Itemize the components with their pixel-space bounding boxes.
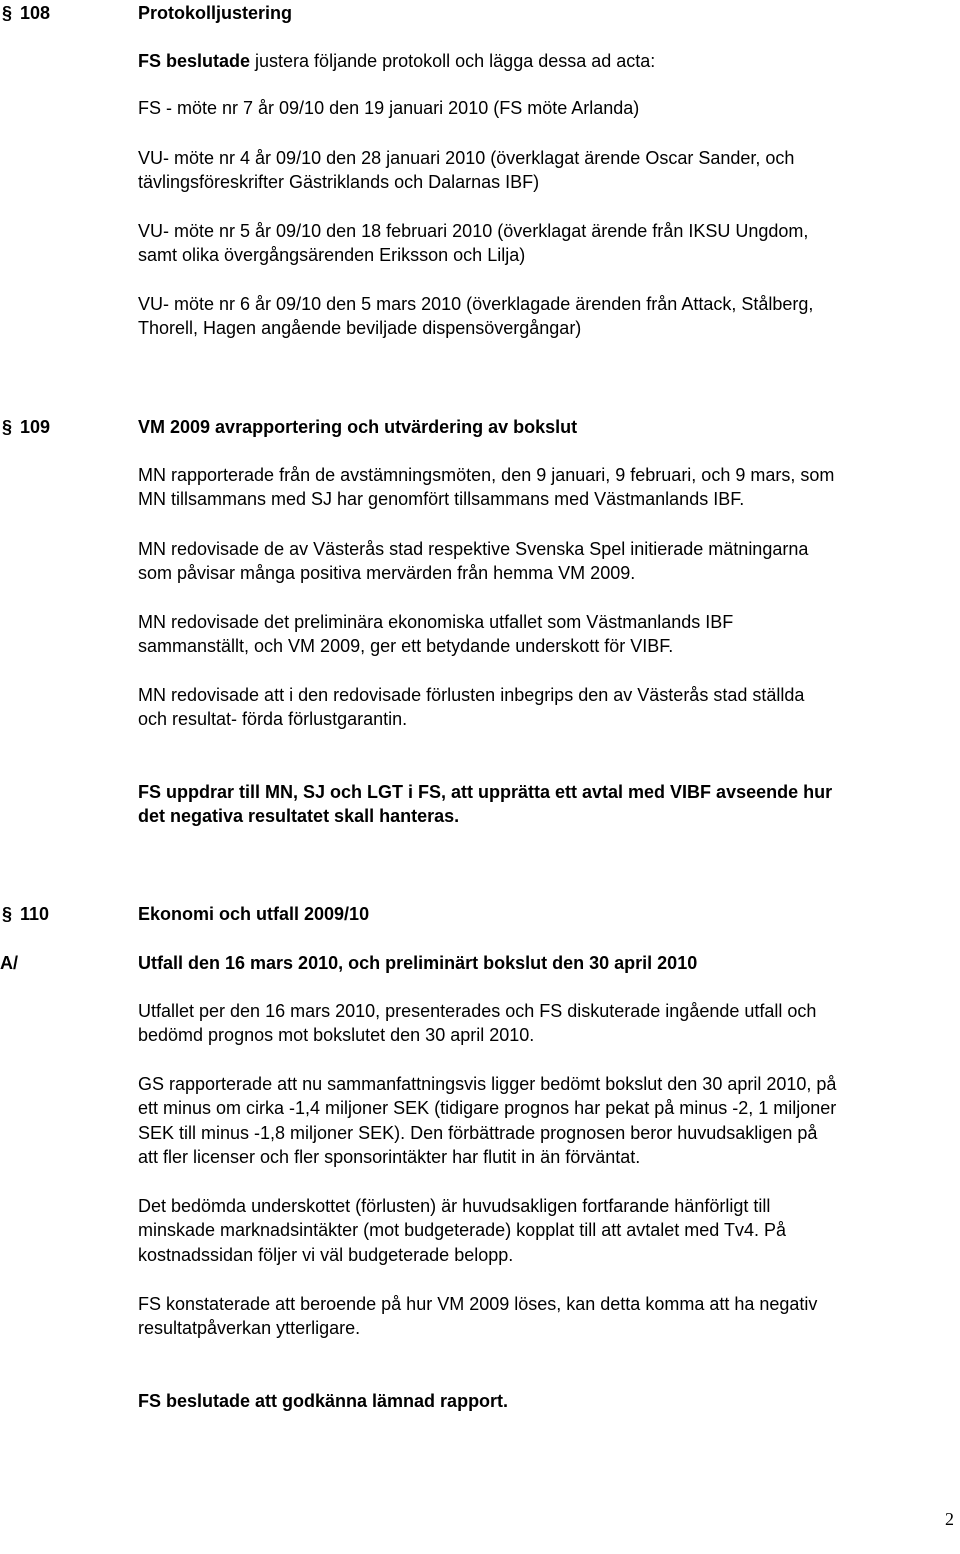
text-line: och resultat- förda förlustgarantin. xyxy=(138,709,408,730)
text-line: kostnadssidan följer vi väl budgeterade belopp. xyxy=(138,1244,514,1265)
intro-text: justera följande protokoll och lägga dessa ad acta: xyxy=(250,51,656,71)
text-line: GS rapporterade att nu sammanfattningsvis ligger bedömt bokslut den 30 april 2010, på xyxy=(138,1074,837,1094)
text-line: att fler licenser och fler sponsorintäkter har flutit in än förväntat. xyxy=(138,1147,641,1168)
section-number: 109 xyxy=(20,417,51,437)
section-109-decision xyxy=(138,780,960,829)
section-110-paragraph-1 xyxy=(138,999,960,1048)
decision-line: FS uppdrar till MN, SJ och LGT i FS, att upprätta ett avtal med VIBF avseende hur xyxy=(138,782,833,802)
text-line: tävlingsföreskrifter Gästriklands och Dalarnas IBF) xyxy=(138,172,540,193)
decision-line: FS beslutade att godkänna lämnad rapport. xyxy=(138,1391,509,1411)
text-line: FS konstaterade att beroende på hur VM 2009 löses, kan detta komma att ha negativ xyxy=(138,1294,818,1314)
text-line: MN rapporterade från de avstämningsmöten, den 9 januari, 9 februari, och 9 mars, som xyxy=(138,465,835,485)
subsection-title: Utfall den 16 mars 2010, och preliminärt bokslut den 30 april 2010 xyxy=(138,953,698,973)
text-line: ett minus om cirka -1,4 miljoner SEK (tidigare prognos har pekat på minus -2, 1 miljoner xyxy=(138,1098,837,1119)
text-line: VU- möte nr 5 år 09/10 den 18 februari 2010 (överklagat ärende från IKSU Ungdom, xyxy=(138,221,809,241)
section-mark: § xyxy=(2,417,13,437)
section-110-decision xyxy=(138,1389,960,1413)
section-108-intro xyxy=(138,49,960,73)
text-line: som påvisar många positiva mervärden från hemma VM 2009. xyxy=(138,563,636,584)
text-line: MN redovisade det preliminära ekonomiska utfallet som Västmanlands IBF xyxy=(138,612,734,632)
text-line: VU- möte nr 6 år 09/10 den 5 mars 2010 (överklagade ärenden från Attack, Stålberg, xyxy=(138,294,814,314)
decision-line: det negativa resultatet skall hanteras. xyxy=(138,806,460,827)
intro-bold: FS beslutade xyxy=(138,51,251,71)
text-line: bedömd prognos mot bokslutet den 30 april 2010. xyxy=(138,1025,535,1046)
text-line: samt olika övergångsärenden Eriksson och Lilja) xyxy=(138,245,526,266)
section-109-paragraph-3 xyxy=(138,610,960,659)
text-line: minskade marknadsintäkter (mot budgeterade) kopplat till att avtalet med Tv4. På xyxy=(138,1220,786,1241)
subsection-label: A/ xyxy=(0,953,18,973)
text-line: MN redovisade att i den redovisade förlusten inbegrips den av Västerås stad ställda xyxy=(138,685,805,705)
text-line: Utfallet per den 16 mars 2010, presenterades och FS diskuterade ingående utfall och xyxy=(138,1001,817,1021)
section-title: Ekonomi och utfall 2009/10 xyxy=(138,904,370,924)
section-number: 110 xyxy=(20,904,50,924)
text-line: VU- möte nr 4 år 09/10 den 28 januari 2010 (överklagat ärende Oscar Sander, och xyxy=(138,148,795,168)
protocol-item-3 xyxy=(138,219,960,268)
text-line: Thorell, Hagen angående beviljade dispensövergångar) xyxy=(138,318,582,339)
section-110-paragraph-2 xyxy=(138,1072,960,1170)
section-110-paragraph-3 xyxy=(138,1194,960,1267)
text-line: Det bedömda underskottet (förlusten) är huvudsakligen fortfarande hänförligt till xyxy=(138,1196,771,1216)
section-mark: § xyxy=(2,904,13,924)
text-line: FS - möte nr 7 år 09/10 den 19 januari 2010 (FS möte Arlanda) xyxy=(138,98,640,118)
text-line: MN tillsammans med SJ har genomfört tillsammans med Västmanlands IBF. xyxy=(138,489,745,510)
section-110-paragraph-4 xyxy=(138,1292,960,1341)
page-number: 2 xyxy=(945,1509,954,1529)
protocol-item-1 xyxy=(138,96,960,120)
section-mark: § xyxy=(2,3,13,23)
protocol-item-4 xyxy=(138,292,960,341)
section-109-paragraph-2 xyxy=(138,537,960,586)
text-line: resultatpåverkan ytterligare. xyxy=(138,1318,361,1339)
protocol-item-2 xyxy=(138,146,960,195)
section-109-paragraph-4 xyxy=(138,683,960,732)
text-line: MN redovisade de av Västerås stad respektive Svenska Spel initierade mätningarna xyxy=(138,539,809,559)
section-title: VM 2009 avrapportering och utvärdering av bokslut xyxy=(138,417,578,437)
text-line: sammanställt, och VM 2009, ger ett betydande underskott för VIBF. xyxy=(138,636,674,657)
section-number: 108 xyxy=(20,3,51,23)
text-line: SEK till minus -1,8 miljoner SEK). Den förbättrade prognosen beror huvudsakligen på xyxy=(138,1122,818,1143)
section-title: Protokolljustering xyxy=(138,3,293,23)
section-109-paragraph-1 xyxy=(138,463,960,512)
